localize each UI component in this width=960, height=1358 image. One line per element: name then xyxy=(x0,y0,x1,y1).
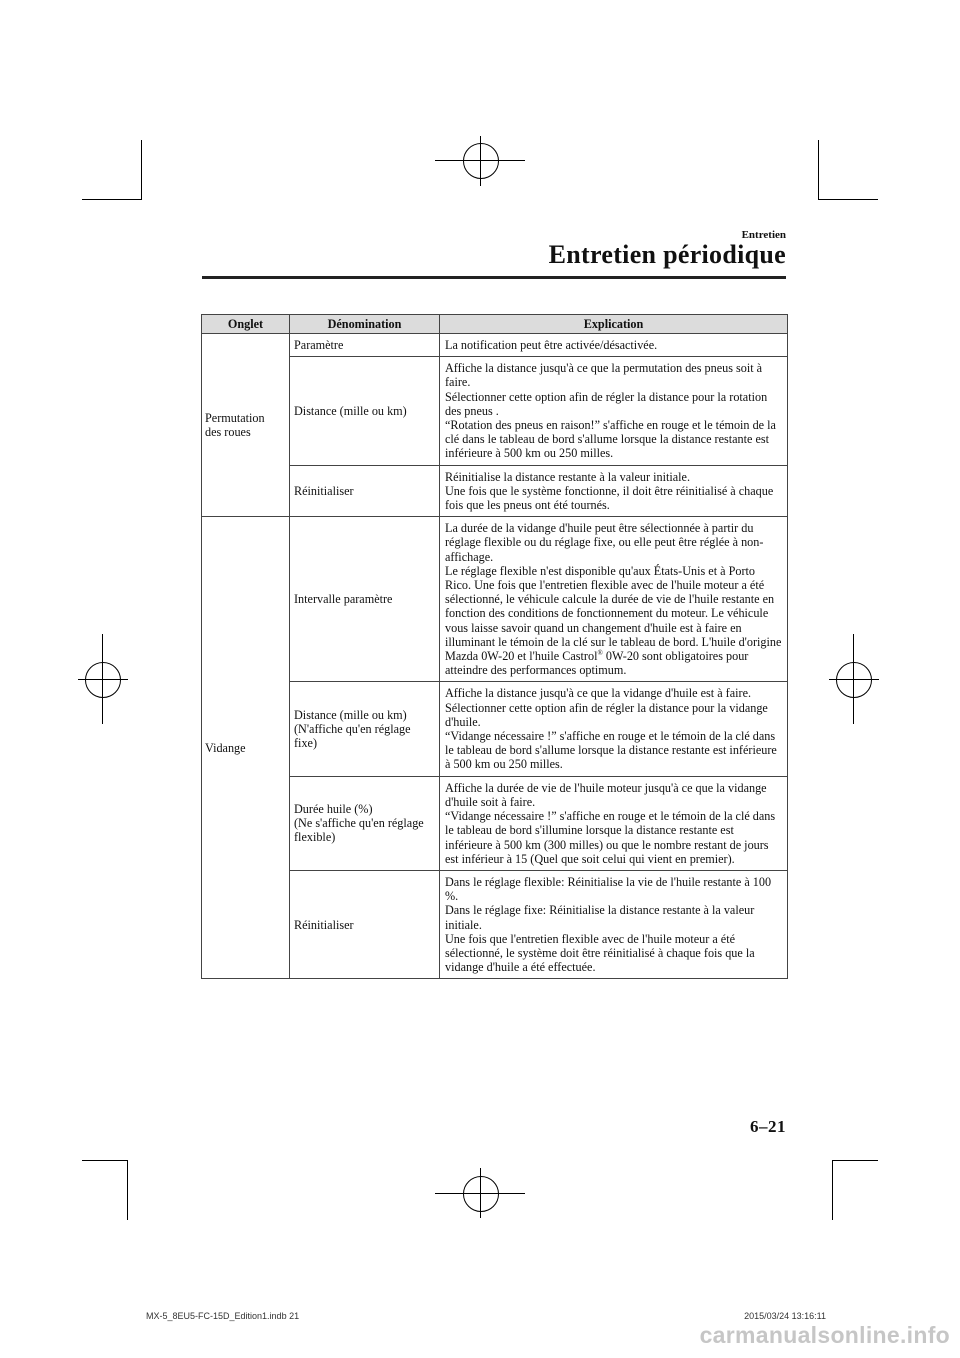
explication-cell xyxy=(440,465,788,517)
table-row xyxy=(202,870,788,978)
denomination-cell xyxy=(290,517,440,682)
denomination-label: Distance (mille ou km) (N'affiche qu'en réglage fixe) xyxy=(294,707,411,751)
onglet-cell xyxy=(202,334,290,517)
crop-mark xyxy=(832,1160,878,1161)
table-row xyxy=(202,682,788,776)
page-title: Entretien périodique xyxy=(548,240,786,269)
explication-text: Dans le réglage flexible: Réinitialise la vie de l'huile restante à 100 %. Dans le réglage fixe: Réinitialise la distance restante à la valeur initiale. Une fois que l'entretien flexible avec de l'huile moteur a été sélectionné, le système doit être réinitialisé à chaque fois que la vidange d'huile a été effectuée. xyxy=(445,874,772,975)
onglet-label: Vidange xyxy=(205,740,246,755)
registration-mark-top xyxy=(435,136,525,186)
onglet-label: Permutation des roues xyxy=(205,410,265,440)
crop-mark xyxy=(818,140,819,200)
crop-mark xyxy=(82,1160,128,1161)
table-row xyxy=(202,776,788,870)
explication-text: La notification peut être activée/désactivée. xyxy=(445,338,658,352)
crop-mark xyxy=(818,199,878,200)
denomination-label: Distance (mille ou km) xyxy=(294,403,407,418)
registered-mark: ® xyxy=(597,649,603,657)
explication-cell xyxy=(440,870,788,978)
column-header-denomination: Dénomination xyxy=(290,315,440,334)
explication-cell xyxy=(440,517,788,682)
crop-mark xyxy=(82,199,142,200)
denomination-label: Réinitialiser xyxy=(294,917,354,932)
watermark: carmanualsonline.info xyxy=(699,1322,950,1348)
explication-cell xyxy=(440,682,788,776)
onglet-cell xyxy=(202,517,290,979)
denomination-label: Paramètre xyxy=(294,338,344,352)
denomination-cell xyxy=(290,682,440,776)
explication-cell xyxy=(440,334,788,357)
crop-mark xyxy=(141,140,142,200)
table-row xyxy=(202,357,788,465)
table-row xyxy=(202,517,788,682)
denomination-cell xyxy=(290,465,440,517)
footer-file-info: MX-5_8EU5-FC-15D_Edition1.indb 21 xyxy=(146,1311,300,1321)
section-label: Entretien xyxy=(741,229,786,241)
denomination-cell xyxy=(290,776,440,870)
explication-cell xyxy=(440,357,788,465)
explication-text: Réinitialise la distance restante à la valeur initiale. Une fois que le système fonctionne, il doit être réinitialisé à chaque fois que les pneus ont été tournés. xyxy=(445,469,774,513)
denomination-label: Intervalle paramètre xyxy=(294,592,393,607)
crop-mark xyxy=(832,1160,833,1220)
denomination-cell xyxy=(290,334,440,357)
explication-text xyxy=(445,521,781,677)
table-row xyxy=(202,334,788,357)
registration-mark-right xyxy=(829,634,879,724)
explication-text-part: La durée de la vidange d'huile peut être sélectionnée à partir du réglage flexible ou du réglage fixe, ou elle peut être réglée à non-affichage. Le réglage flexible n'est disponible qu'aux États-Unis et à Porto Rico. Une fois que l'entretien flexible avec de l'huile moteur a été sélectionné, le véhicule calcule la durée de vie de l'huile restante en fonction des conditions de fonctionnement du moteur. Le véhicule vous laisse savoir quand un changement d'huile est à faire en illuminant le témoin de la clé sur le tableau de bord. L'huile d'origine Mazda 0W-20 et l'huile Castrol xyxy=(445,521,782,664)
registration-mark-left xyxy=(78,634,128,724)
explication-cell xyxy=(440,776,788,870)
crop-mark xyxy=(127,1160,128,1220)
denomination-label: Réinitialiser xyxy=(294,483,354,498)
denomination-cell xyxy=(290,870,440,978)
header-rule xyxy=(202,276,786,279)
denomination-cell xyxy=(290,357,440,465)
explication-text: Affiche la distance jusqu'à ce que la vidange d'huile est à faire. Sélectionner cette option afin de régler la distance pour la vidange d'huile. “Vidange nécessaire !” s'affiche en rouge et le témoin de la clé dans le tableau de bord s'allume lorsque la distance restante est inférieure à 500 km ou 250 milles. xyxy=(445,686,777,772)
maintenance-table xyxy=(201,314,788,979)
explication-text: Affiche la distance jusqu'à ce que la permutation des pneus soit à faire. Sélectionner cette option afin de régler la distance pour la rotation des pneus . “Rotation des pneus en raison!” s'affiche en rouge et le témoin de la clé dans le tableau de bord s'allume lorsque la distance restante est inférieure à 500 km ou 250 milles. xyxy=(445,361,776,461)
explication-text-part: 0W-20 sont obligatoires pour atteindre des performances optimum. xyxy=(445,649,749,678)
footer-timestamp: 2015/03/24 13:16:11 xyxy=(744,1311,826,1321)
column-header-explication: Explication xyxy=(440,315,788,334)
column-header-onglet: Onglet xyxy=(202,315,290,334)
table-header-row xyxy=(202,315,788,334)
denomination-label: Durée huile (%) (Ne s'affiche qu'en réglage flexible) xyxy=(294,801,424,845)
explication-text: Affiche la durée de vie de l'huile moteur jusqu'à ce que la vidange d'huile soit à faire. “Vidange nécessaire !” s'affiche en rouge et le témoin de la clé dans le tableau de bord s'illumine lorsque la distance restante est inférieure à 500 km (300 milles) ou que le nombre restant de jours est inférieur à 15 (Quel que soit celui qui vient en premier). xyxy=(445,780,776,866)
page-number: 6–21 xyxy=(750,1117,786,1136)
registration-mark-bottom xyxy=(435,1168,525,1218)
table-row xyxy=(202,465,788,517)
